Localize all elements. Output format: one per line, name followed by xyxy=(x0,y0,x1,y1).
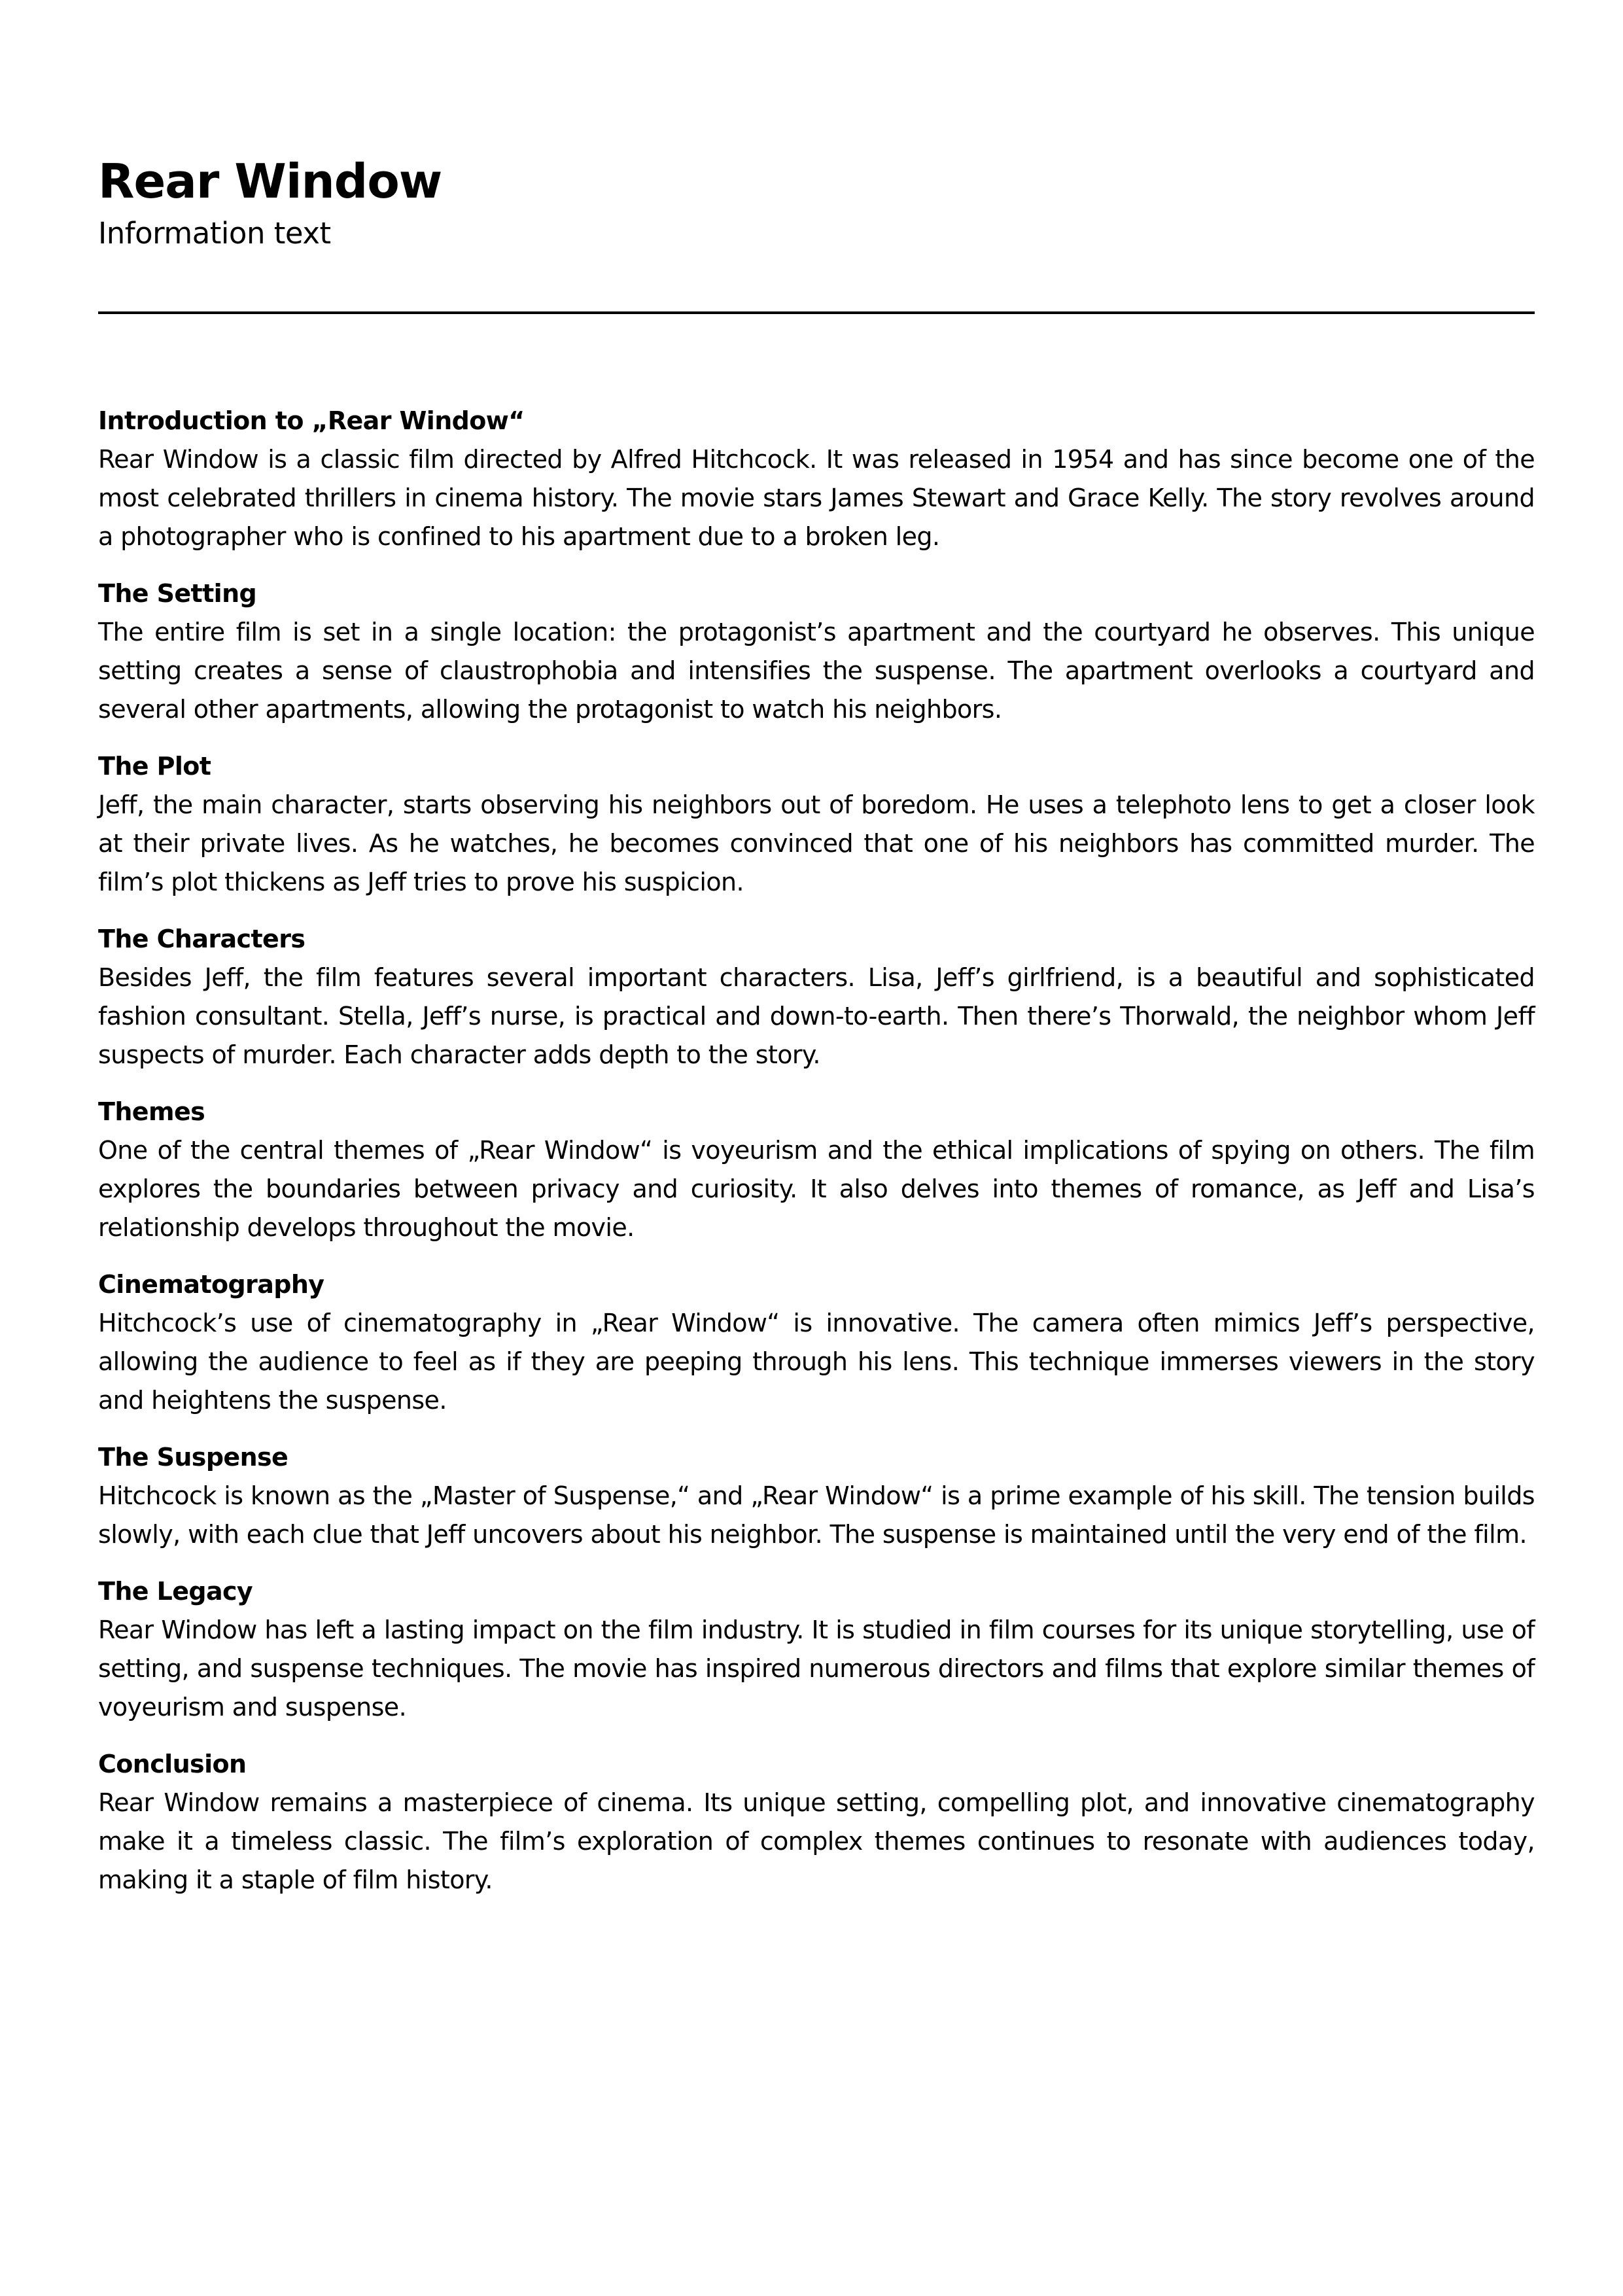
section-setting xyxy=(98,574,1535,729)
section-heading: The Legacy xyxy=(98,1577,253,1606)
section-body: Hitchcock’s use of cinematography in „Rear Window“ is innovative. The camera often mimics Jeff’s perspective, allowing the audience to feel as if they are peeping through his lens. This technique immerses viewers in the story and heightens the suspense. xyxy=(98,1309,1535,1415)
section-heading: Cinematography xyxy=(98,1270,324,1299)
section-heading: Conclusion xyxy=(98,1750,247,1778)
section-body: Hitchcock is known as the „Master of Suspense,“ and „Rear Window“ is a prime example of his skill. The tension builds slowly, with each clue that Jeff uncovers about his neighbor. The suspense is maintained until the very end of the film. xyxy=(98,1481,1535,1549)
section-conclusion xyxy=(98,1745,1535,1899)
section-themes xyxy=(98,1093,1535,1247)
sections-container xyxy=(98,402,1535,1918)
section-body: Rear Window remains a masterpiece of cinema. Its unique setting, compelling plot, and innovative cinematography make it a timeless classic. The film’s exploration of complex themes continues to resonate with audiences today, making it a staple of film history. xyxy=(98,1788,1535,1894)
section-body: One of the central themes of „Rear Window“ is voyeurism and the ethical implications of spying on others. The film explores the boundaries between privacy and curiosity. It also delves into themes of romance, as Jeff and Lisa’s relationship develops throughout the movie. xyxy=(98,1136,1535,1242)
section-body: Rear Window is a classic film directed by Alfred Hitchcock. It was released in 1954 and has since become one of the most celebrated thrillers in cinema history. The movie stars James Stewart and Grace Kelly. The story revolves around a photographer who is confined to his apartment due to a broken leg. xyxy=(98,445,1535,551)
section-heading: Introduction to „Rear Window“ xyxy=(98,406,525,435)
section-legacy xyxy=(98,1572,1535,1727)
section-body: Jeff, the main character, starts observing his neighbors out of boredom. He uses a telephoto lens to get a closer look at their private lives. As he watches, he becomes convinced that one of his neighbors has committed murder. The film’s plot thickens as Jeff tries to prove his suspicion. xyxy=(98,790,1535,896)
section-body: Rear Window has left a lasting impact on the film industry. It is studied in film courses for its unique storytelling, use of setting, and suspense techniques. The movie has inspired numerous directors and films that explore similar themes of voyeurism and suspense. xyxy=(98,1616,1535,1722)
section-heading: The Setting xyxy=(98,579,257,608)
section-suspense xyxy=(98,1438,1535,1554)
title-divider xyxy=(98,311,1535,314)
section-heading: The Characters xyxy=(98,925,305,953)
section-plot xyxy=(98,747,1535,902)
section-heading: Themes xyxy=(98,1097,205,1126)
section-heading: The Suspense xyxy=(98,1443,288,1472)
section-introduction xyxy=(98,402,1535,556)
document-page xyxy=(98,0,1535,2296)
section-cinematography xyxy=(98,1265,1535,1420)
section-characters xyxy=(98,920,1535,1074)
section-body: Besides Jeff, the film features several important characters. Lisa, Jeff’s girlfriend, is a beautiful and sophisticated fashion consultant. Stella, Jeff’s nurse, is practical and down-to-earth. Then there’s Thorwald, the neighbor whom Jeff suspects of murder. Each character adds depth to the story. xyxy=(98,963,1535,1069)
document-title: Rear Window xyxy=(98,154,442,209)
section-heading: The Plot xyxy=(98,752,211,781)
document-subtitle: Information text xyxy=(98,216,331,251)
section-body: The entire film is set in a single location: the protagonist’s apartment and the courtyard he observes. This unique setting creates a sense of claustrophobia and intensifies the suspense. The apartment overlooks a courtyard and several other apartments, allowing the protagonist to watch his neighbors. xyxy=(98,618,1535,724)
